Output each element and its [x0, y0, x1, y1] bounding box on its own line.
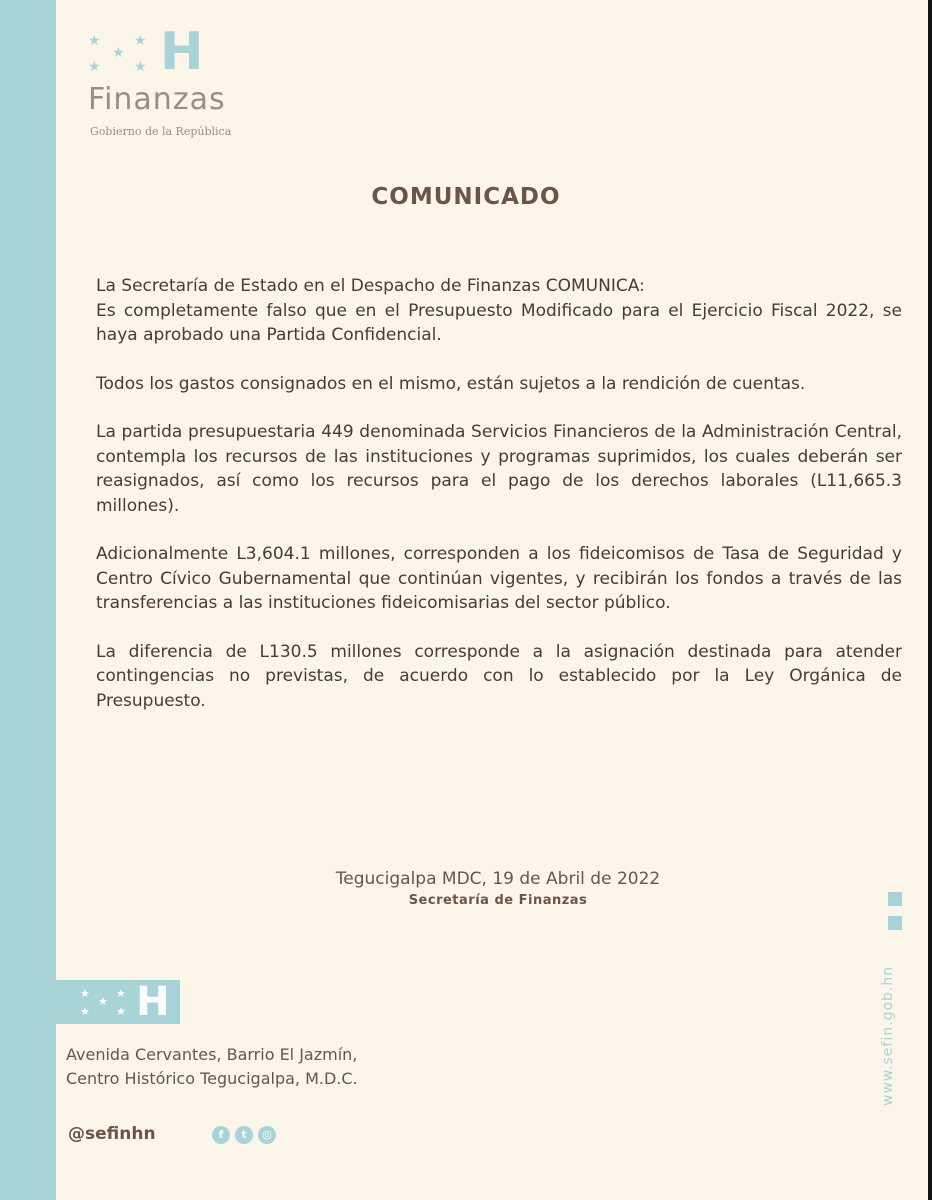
document-body — [96, 274, 902, 737]
social-handle[interactable]: @sefinhn — [68, 1124, 156, 1144]
square-icon — [888, 916, 902, 930]
footer-logo — [56, 980, 180, 1024]
finanzas-logo — [86, 22, 256, 142]
intro-paragraph — [96, 274, 902, 348]
social-icons — [212, 1126, 276, 1144]
address — [66, 1043, 358, 1091]
intro-line: La Secretaría de Estado en el Despacho de Finanzas COMUNICA: — [96, 276, 645, 296]
address-line: Centro Histórico Tegucigalpa, M.D.C. — [66, 1069, 358, 1088]
brand-name: Finanzas — [88, 82, 226, 117]
twitter-icon[interactable]: t — [235, 1126, 253, 1144]
paragraph-contingencias: La diferencia de L130.5 millones corresponde a la asignación destinada para atender contingencias no previstas, de acuerdo con lo establecido por la Ley Orgánica de Presupuesto. — [96, 641, 902, 711]
paragraph-fideicomisos: Adicionalmente L3,604.1 millones, corresponden a los fideicomisos de Tasa de Seguridad y Centro Cívico Gubernamental que continúan vigentes, y recibirán los fondos a través de las transferencias a las instituciones fideicomisarias del sector público. — [96, 544, 902, 613]
intro-statement: Es completamente falso que en el Presupuesto Modificado para el Ejercicio Fiscal 2022, se haya aprobado una Partida Confidencial. — [96, 300, 902, 345]
website-link[interactable]: www.sefin.gob.hn — [880, 965, 896, 1106]
star-icon: ★ — [116, 987, 126, 1000]
star-icon: ★ — [80, 1005, 90, 1018]
logo-stars — [86, 32, 156, 76]
right-edge-shadow — [928, 0, 932, 1200]
decorative-squares — [888, 892, 902, 940]
star-icon: ★ — [88, 59, 101, 75]
paragraph-449: La partida presupuestaria 449 denominada Servicios Financieros de la Administración Central, contempla los recursos de las instituciones y programas suprimidos, los cuales deberán ser reasignados, así como los recursos para el pago de los derechos laborales (L11,665.3 millones). — [96, 422, 902, 516]
address-line: Avenida Cervantes, Barrio El Jazmín, — [66, 1045, 358, 1064]
logo-h-mark: H — [160, 22, 204, 82]
star-icon: ★ — [134, 33, 147, 49]
footer-h-mark: H — [136, 979, 170, 1025]
left-accent-bar — [0, 0, 56, 1200]
star-icon: ★ — [80, 987, 90, 1000]
instagram-icon[interactable]: ◎ — [258, 1126, 276, 1144]
square-icon — [888, 892, 902, 906]
facebook-icon[interactable]: f — [212, 1126, 230, 1144]
paragraph-accountability: Todos los gastos consignados en el mismo, están sujetos a la rendición de cuentas. — [96, 373, 806, 394]
star-icon: ★ — [88, 33, 101, 49]
document-title: COMUNICADO — [371, 184, 561, 210]
brand-subtitle: Gobierno de la República — [90, 125, 232, 138]
star-icon: ★ — [112, 45, 125, 61]
star-icon: ★ — [134, 59, 147, 75]
star-icon: ★ — [98, 995, 108, 1008]
signature: Secretaría de Finanzas — [408, 893, 588, 908]
place-date: Tegucigalpa MDC, 19 de Abril de 2022 — [335, 869, 661, 889]
star-icon: ★ — [116, 1005, 126, 1018]
